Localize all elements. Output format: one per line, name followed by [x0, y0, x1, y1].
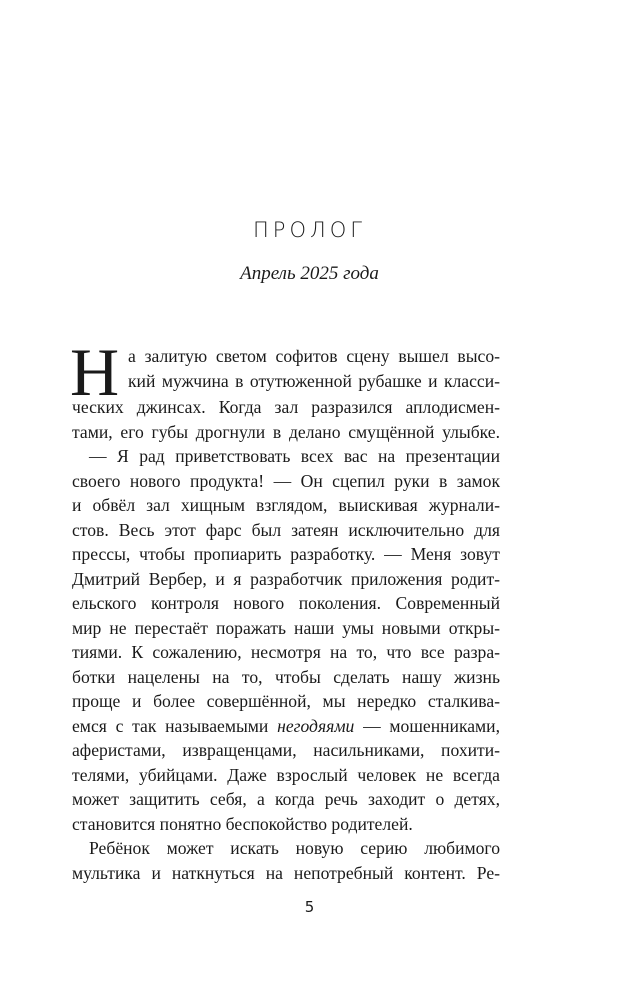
- text-line: мультика и наткнуться на непотребный контент. Ре-: [72, 862, 500, 883]
- text-line: кий мужчина в отутюженной рубашке и класси-: [128, 370, 500, 391]
- chapter-date: Апрель 2025 года: [240, 263, 379, 284]
- text-line: телями, убийцами. Даже взрослый человек не всегда: [72, 764, 500, 785]
- body-text: [72, 395, 500, 885]
- chapter-title: ПРОЛОГ: [252, 218, 366, 242]
- text-line: Ребёнок может искать новую серию любимого: [89, 838, 500, 858]
- text-line: ботки нацелены на то, чтобы сделать нашу жизнь: [72, 666, 500, 687]
- first-lines: [128, 344, 500, 394]
- text-line: аферистами, извращенцами, насильниками, похити-: [72, 740, 500, 760]
- text-line: ельского контроля нового поколения. Современный: [72, 593, 500, 613]
- page-number: 5: [304, 898, 315, 916]
- text-line: становится понятно беспокойство родителей.: [72, 813, 413, 834]
- text-line: стов. Весь этот фарс был затеян исключительно для: [72, 519, 500, 540]
- text-line: своего нового продукта! — Он сцепил руки в замок: [72, 470, 500, 491]
- emphasis: негодяями: [277, 715, 355, 736]
- text-line: проще и более совершённой, мы нередко сталкива-: [72, 691, 500, 711]
- text-line: — Я рад приветствовать всех вас на презентации: [89, 446, 500, 466]
- text-line: прессы, чтобы пропиарить разработку. — Меня зовут: [72, 544, 500, 564]
- text-line: тами, его губы дрогнули в делано смущённой улыбке.: [72, 421, 500, 442]
- text-line: а залитую светом софитов сцену вышел высо-: [128, 346, 500, 366]
- text-line: емся с так называемыми негодяями — мошенниками,: [72, 715, 500, 736]
- text-line: ческих джинсах. Когда зал разразился аплодисмен-: [72, 397, 500, 417]
- text-line: Дмитрий Вербер, и я разработчик приложения родит-: [72, 568, 500, 589]
- text-line: тиями. К сожалению, несмотря на то, что все разра-: [72, 642, 500, 662]
- text-line: мир не перестаёт поражать наши умы новыми откры-: [72, 617, 500, 638]
- text-line: и обвёл зал хищным взглядом, выискивая журнали-: [72, 495, 500, 515]
- text-line: может защитить себя, а когда речь заходит о детях,: [72, 789, 500, 809]
- drop-cap: Н: [70, 334, 120, 410]
